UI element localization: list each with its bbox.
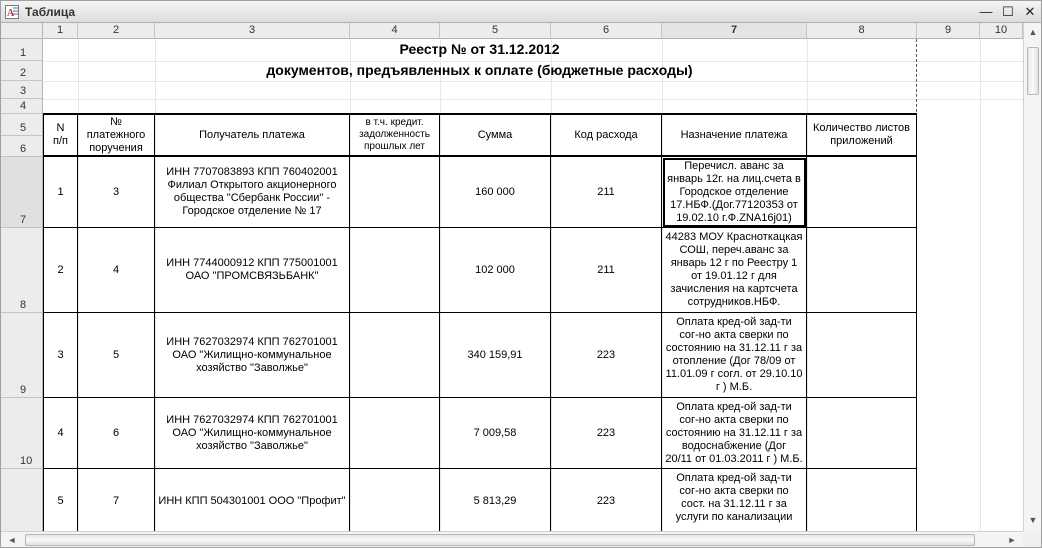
row4-sum[interactable]: 7 009,58: [440, 398, 551, 469]
close-button[interactable]: [1021, 3, 1039, 21]
vertical-scroll-thumb[interactable]: [1027, 47, 1039, 95]
column-header-8[interactable]: 8: [807, 23, 917, 39]
column-header-3[interactable]: 3: [155, 23, 350, 39]
document-title: Реестр № от 31.12.2012: [399, 41, 560, 57]
scroll-down-icon[interactable]: ▼: [1028, 515, 1038, 525]
row-header-10[interactable]: 10: [1, 398, 43, 469]
column-header-4[interactable]: 4: [350, 23, 440, 39]
column-header-2[interactable]: 2: [78, 23, 155, 39]
row4-num[interactable]: 4: [43, 398, 78, 469]
svg-text:A: A: [7, 8, 15, 19]
row5-num[interactable]: 5: [43, 469, 78, 531]
row5-code[interactable]: 223: [551, 469, 662, 531]
row-header-1[interactable]: 1: [1, 39, 43, 61]
row-header-8[interactable]: 8: [1, 228, 43, 313]
row2-sheets[interactable]: [807, 228, 917, 313]
column-header-9[interactable]: 9: [917, 23, 980, 39]
minimize-button[interactable]: [977, 3, 995, 21]
row4-order[interactable]: 6: [78, 398, 155, 469]
size-grip[interactable]: [1023, 531, 1041, 547]
row-header-4[interactable]: 4: [1, 99, 43, 114]
grid-corner[interactable]: [1, 23, 43, 39]
row4-credit[interactable]: [350, 398, 440, 469]
row2-credit[interactable]: [350, 228, 440, 313]
row2-purpose[interactable]: 44283 МОУ Красноткацкая СОШ, переч.аванс за январь 12 г по Реестру 1 от 19.01.12 г для зачисления на картсчета сотрудников.НБФ.: [662, 228, 807, 313]
column-header-7[interactable]: 7: [662, 23, 807, 39]
row4-code[interactable]: 223: [551, 398, 662, 469]
scroll-left-icon[interactable]: ◄: [7, 535, 17, 545]
header-order[interactable]: № платежного поручения: [78, 115, 155, 157]
row3-order[interactable]: 5: [78, 313, 155, 398]
row1-num[interactable]: 1: [43, 157, 78, 228]
row2-sum[interactable]: 102 000: [440, 228, 551, 313]
row1-sum[interactable]: 160 000: [440, 157, 551, 228]
row2-num[interactable]: 2: [43, 228, 78, 313]
minimize-icon: —: [979, 4, 993, 19]
row1-code[interactable]: 211: [551, 157, 662, 228]
header-sheets[interactable]: Количество листов приложений: [807, 115, 917, 157]
close-icon: ✕: [1024, 4, 1036, 19]
row5-credit[interactable]: [350, 469, 440, 531]
maximize-button[interactable]: [999, 3, 1017, 21]
row4-sheets[interactable]: [807, 398, 917, 469]
window-title: Таблица: [25, 5, 76, 19]
row5-sheets[interactable]: [807, 469, 917, 531]
column-header-10[interactable]: 10: [980, 23, 1023, 39]
horizontal-scroll-thumb[interactable]: [25, 534, 975, 546]
header-sum[interactable]: Сумма: [440, 115, 551, 157]
row-header-6[interactable]: 6: [1, 136, 43, 157]
column-header-1[interactable]: 1: [43, 23, 78, 39]
row1-sheets[interactable]: [807, 157, 917, 228]
row5-order[interactable]: 7: [78, 469, 155, 531]
row3-sum[interactable]: 340 159,91: [440, 313, 551, 398]
header-credit[interactable]: в т.ч. кредит. задолженность прошлых лет: [350, 115, 440, 157]
column-header-5[interactable]: 5: [440, 23, 551, 39]
row-header-3[interactable]: 3: [1, 81, 43, 99]
row-header-5[interactable]: 5: [1, 114, 43, 136]
column-header-6[interactable]: 6: [551, 23, 662, 39]
maximize-icon: ☐: [1002, 4, 1014, 19]
row2-order[interactable]: 4: [78, 228, 155, 313]
header-purpose[interactable]: Назначение платежа: [662, 115, 807, 157]
row1-recipient[interactable]: ИНН 7707083893 КПП 760402001 Филиал Открытого акционерного общества "Сбербанк России" - Городское отделение № 17: [155, 157, 350, 228]
horizontal-scrollbar[interactable]: [1, 531, 1023, 547]
row-header-9[interactable]: 9: [1, 313, 43, 398]
title-bar[interactable]: [1, 1, 1041, 23]
header-code[interactable]: Код расхода: [551, 115, 662, 157]
grid-line: [43, 81, 1023, 82]
row4-recipient[interactable]: ИНН 7627032974 КПП 762701001 ОАО "Жилищно-коммунальное хозяйство "Заволжье": [155, 398, 350, 469]
grid-line: [43, 99, 1023, 100]
row3-credit[interactable]: [350, 313, 440, 398]
spreadsheet-grid[interactable]: [1, 23, 1023, 531]
row2-recipient[interactable]: ИНН 7744000912 КПП 775001001 ОАО "ПРОМСВЯЗЬБАНК": [155, 228, 350, 313]
header-num[interactable]: N п/п: [43, 115, 78, 157]
row3-code[interactable]: 223: [551, 313, 662, 398]
row1-order[interactable]: 3: [78, 157, 155, 228]
row3-num[interactable]: 3: [43, 313, 78, 398]
vertical-scrollbar[interactable]: [1023, 23, 1041, 531]
scroll-up-icon[interactable]: ▲: [1028, 27, 1038, 37]
row5-sum[interactable]: 5 813,29: [440, 469, 551, 531]
row5-recipient[interactable]: ИНН КПП 504301001 ООО "Профит": [155, 469, 350, 531]
header-recipient[interactable]: Получатель платежа: [155, 115, 350, 157]
document-subtitle: документов, предъявленных к оплате (бюджетные расходы): [266, 62, 693, 78]
row-header-7[interactable]: 7: [1, 157, 43, 228]
row-header-2[interactable]: 2: [1, 61, 43, 81]
table-app-icon: [5, 5, 19, 19]
row5-purpose[interactable]: Оплата кред-ой зад-ти сог-но акта сверки по сост. на 31.12.11 г за услуги по канализации: [662, 469, 807, 531]
row3-sheets[interactable]: [807, 313, 917, 398]
row1-credit[interactable]: [350, 157, 440, 228]
row1-purpose[interactable]: Перечисл. аванс за январь 12г. на лиц.счета в Городское отделение 17.НБФ.(Дог.77120353 от 19.02.10 г.Ф.ZNA16j01): [662, 157, 807, 228]
row2-code[interactable]: 211: [551, 228, 662, 313]
grid-line: [980, 39, 981, 531]
scroll-right-icon[interactable]: ►: [1007, 535, 1017, 545]
row3-purpose[interactable]: Оплата кред-ой зад-ти сог-но акта сверки по состоянию на 31.12.11 г за отопление (Дог 78/09 от 11.01.09 г согл. от 29.10.10 г ) М.Б.: [662, 313, 807, 398]
row3-recipient[interactable]: ИНН 7627032974 КПП 762701001 ОАО "Жилищно-коммунальное хозяйство "Заволжье": [155, 313, 350, 398]
row-header-11[interactable]: [1, 469, 43, 531]
row4-purpose[interactable]: Оплата кред-ой зад-ти сог-но акта сверки по состоянию на 31.12.11 г за водоснабжение (Дог 20/11 от 01.03.2011 г ) М.Б.: [662, 398, 807, 469]
